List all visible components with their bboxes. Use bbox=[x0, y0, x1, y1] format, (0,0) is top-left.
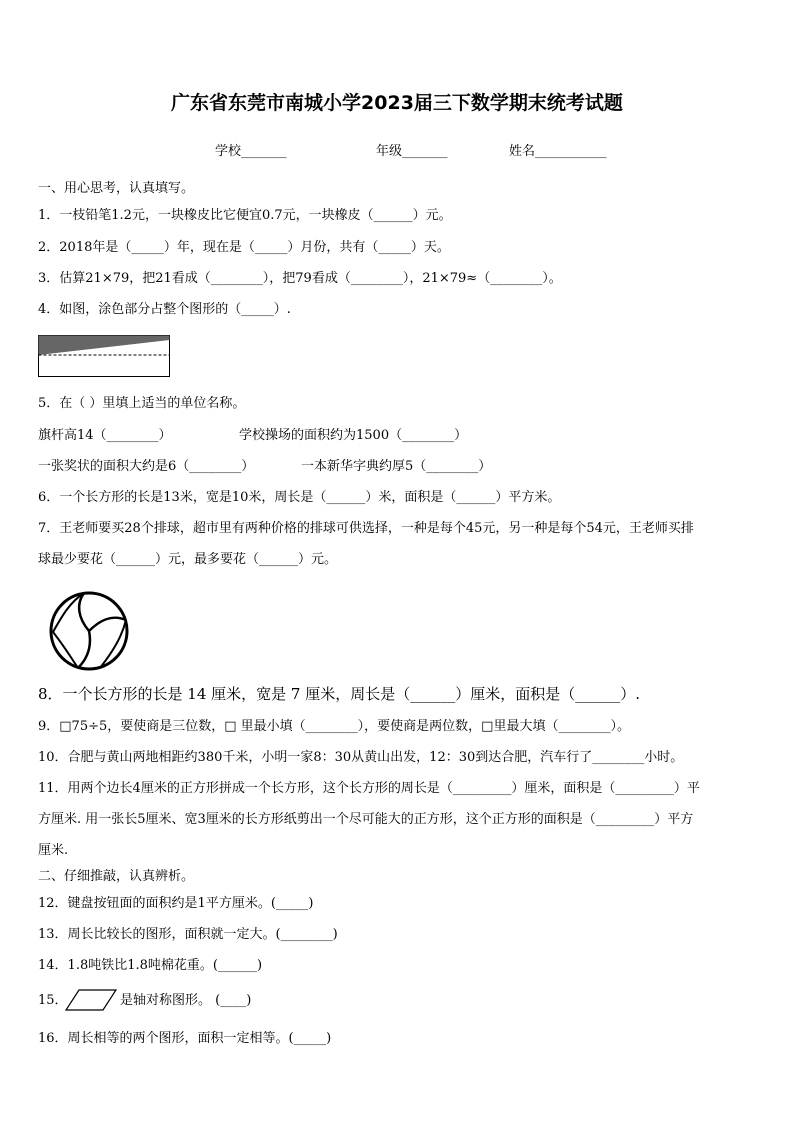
question-5-item-2: 学校操场的面积约为1500（________） bbox=[239, 428, 468, 443]
question-10: 10．合肥与黄山两地相距约380千米，小明一家8：30从黄山出发，12：30到达合肥，汽车行了________小时。 bbox=[38, 750, 684, 765]
shaded-rectangle-figure bbox=[38, 335, 170, 377]
question-12: 12．键盘按钮面的面积约是1平方厘米。(_____) bbox=[38, 896, 314, 911]
grade-field: 年级_______ bbox=[376, 144, 448, 159]
question-11-line-2: 方厘米. 用一张长5厘米、宽3厘米的长方形纸剪出一个尽可能大的正方形，这个正方形的面积是（_________）平方 bbox=[38, 812, 694, 827]
question-4: 4．如图，涂色部分占整个图形的（_____）. bbox=[38, 302, 291, 317]
question-8: 8．一个长方形的长是 14 厘米，宽是 7 厘米，周长是（______）厘米，面积是（______）. bbox=[38, 685, 641, 703]
section-1-heading: 一、用心思考，认真填写。 bbox=[38, 181, 195, 196]
question-6: 6．一个长方形的长是13米，宽是10米，周长是（______）米，面积是（______）平方米。 bbox=[38, 490, 561, 505]
page-title: 广东省东莞市南城小学2023届三下数学期末统考试题 bbox=[171, 92, 623, 114]
question-5-item-1: 旗杆高14（________） bbox=[38, 428, 172, 443]
section-2-heading: 二、仔细推敲，认真辨析。 bbox=[38, 869, 195, 884]
question-2: 2．2018年是（_____）年，现在是（_____）月份，共有（_____）天。 bbox=[38, 240, 450, 255]
question-5-item-3: 一张奖状的面积大约是6（________） bbox=[38, 459, 255, 474]
question-13: 13．周长比较长的图形，面积就一定大。(________) bbox=[38, 927, 338, 942]
question-9: 9．□75÷5，要使商是三位数，□ 里最小填（________），要使商是两位数，□里最大填（________）。 bbox=[38, 719, 630, 734]
school-field: 学校_______ bbox=[215, 144, 287, 159]
question-11-line-3: 厘米. bbox=[38, 843, 69, 858]
question-11-line-1: 11．用两个边长4厘米的正方形拼成一个长方形，这个长方形的周长是（_________）厘米，面积是（_________）平 bbox=[38, 781, 700, 796]
question-14: 14．1.8吨铁比1.8吨棉花重。(______) bbox=[38, 958, 263, 973]
parallelogram-icon bbox=[65, 989, 117, 1011]
question-15-text: 是轴对称图形。 (____) bbox=[120, 993, 252, 1008]
question-5-item-4: 一本新华字典约厚5（________） bbox=[301, 459, 492, 474]
question-5: 5．在（ ）里填上适当的单位名称。 bbox=[38, 396, 246, 411]
question-16: 16．周长相等的两个图形，面积一定相等。(_____) bbox=[38, 1031, 332, 1046]
question-3: 3．估算21×79，把21看成（________），把79看成（________），21×79≈（________）。 bbox=[38, 271, 562, 286]
name-field: 姓名___________ bbox=[509, 144, 607, 159]
question-15-number: 15． bbox=[38, 993, 68, 1008]
question-7-line-1: 7．王老师要买28个排球，超市里有两种价格的排球可供选择，一种是每个45元，另一种是每个54元，王老师买排 bbox=[38, 521, 694, 536]
question-1: 1．一枝铅笔1.2元，一块橡皮比它便宜0.7元，一块橡皮（______）元。 bbox=[38, 208, 452, 223]
volleyball-icon bbox=[48, 590, 130, 672]
question-7-line-2: 球最少要花（______）元，最多要花（______）元。 bbox=[38, 552, 338, 567]
